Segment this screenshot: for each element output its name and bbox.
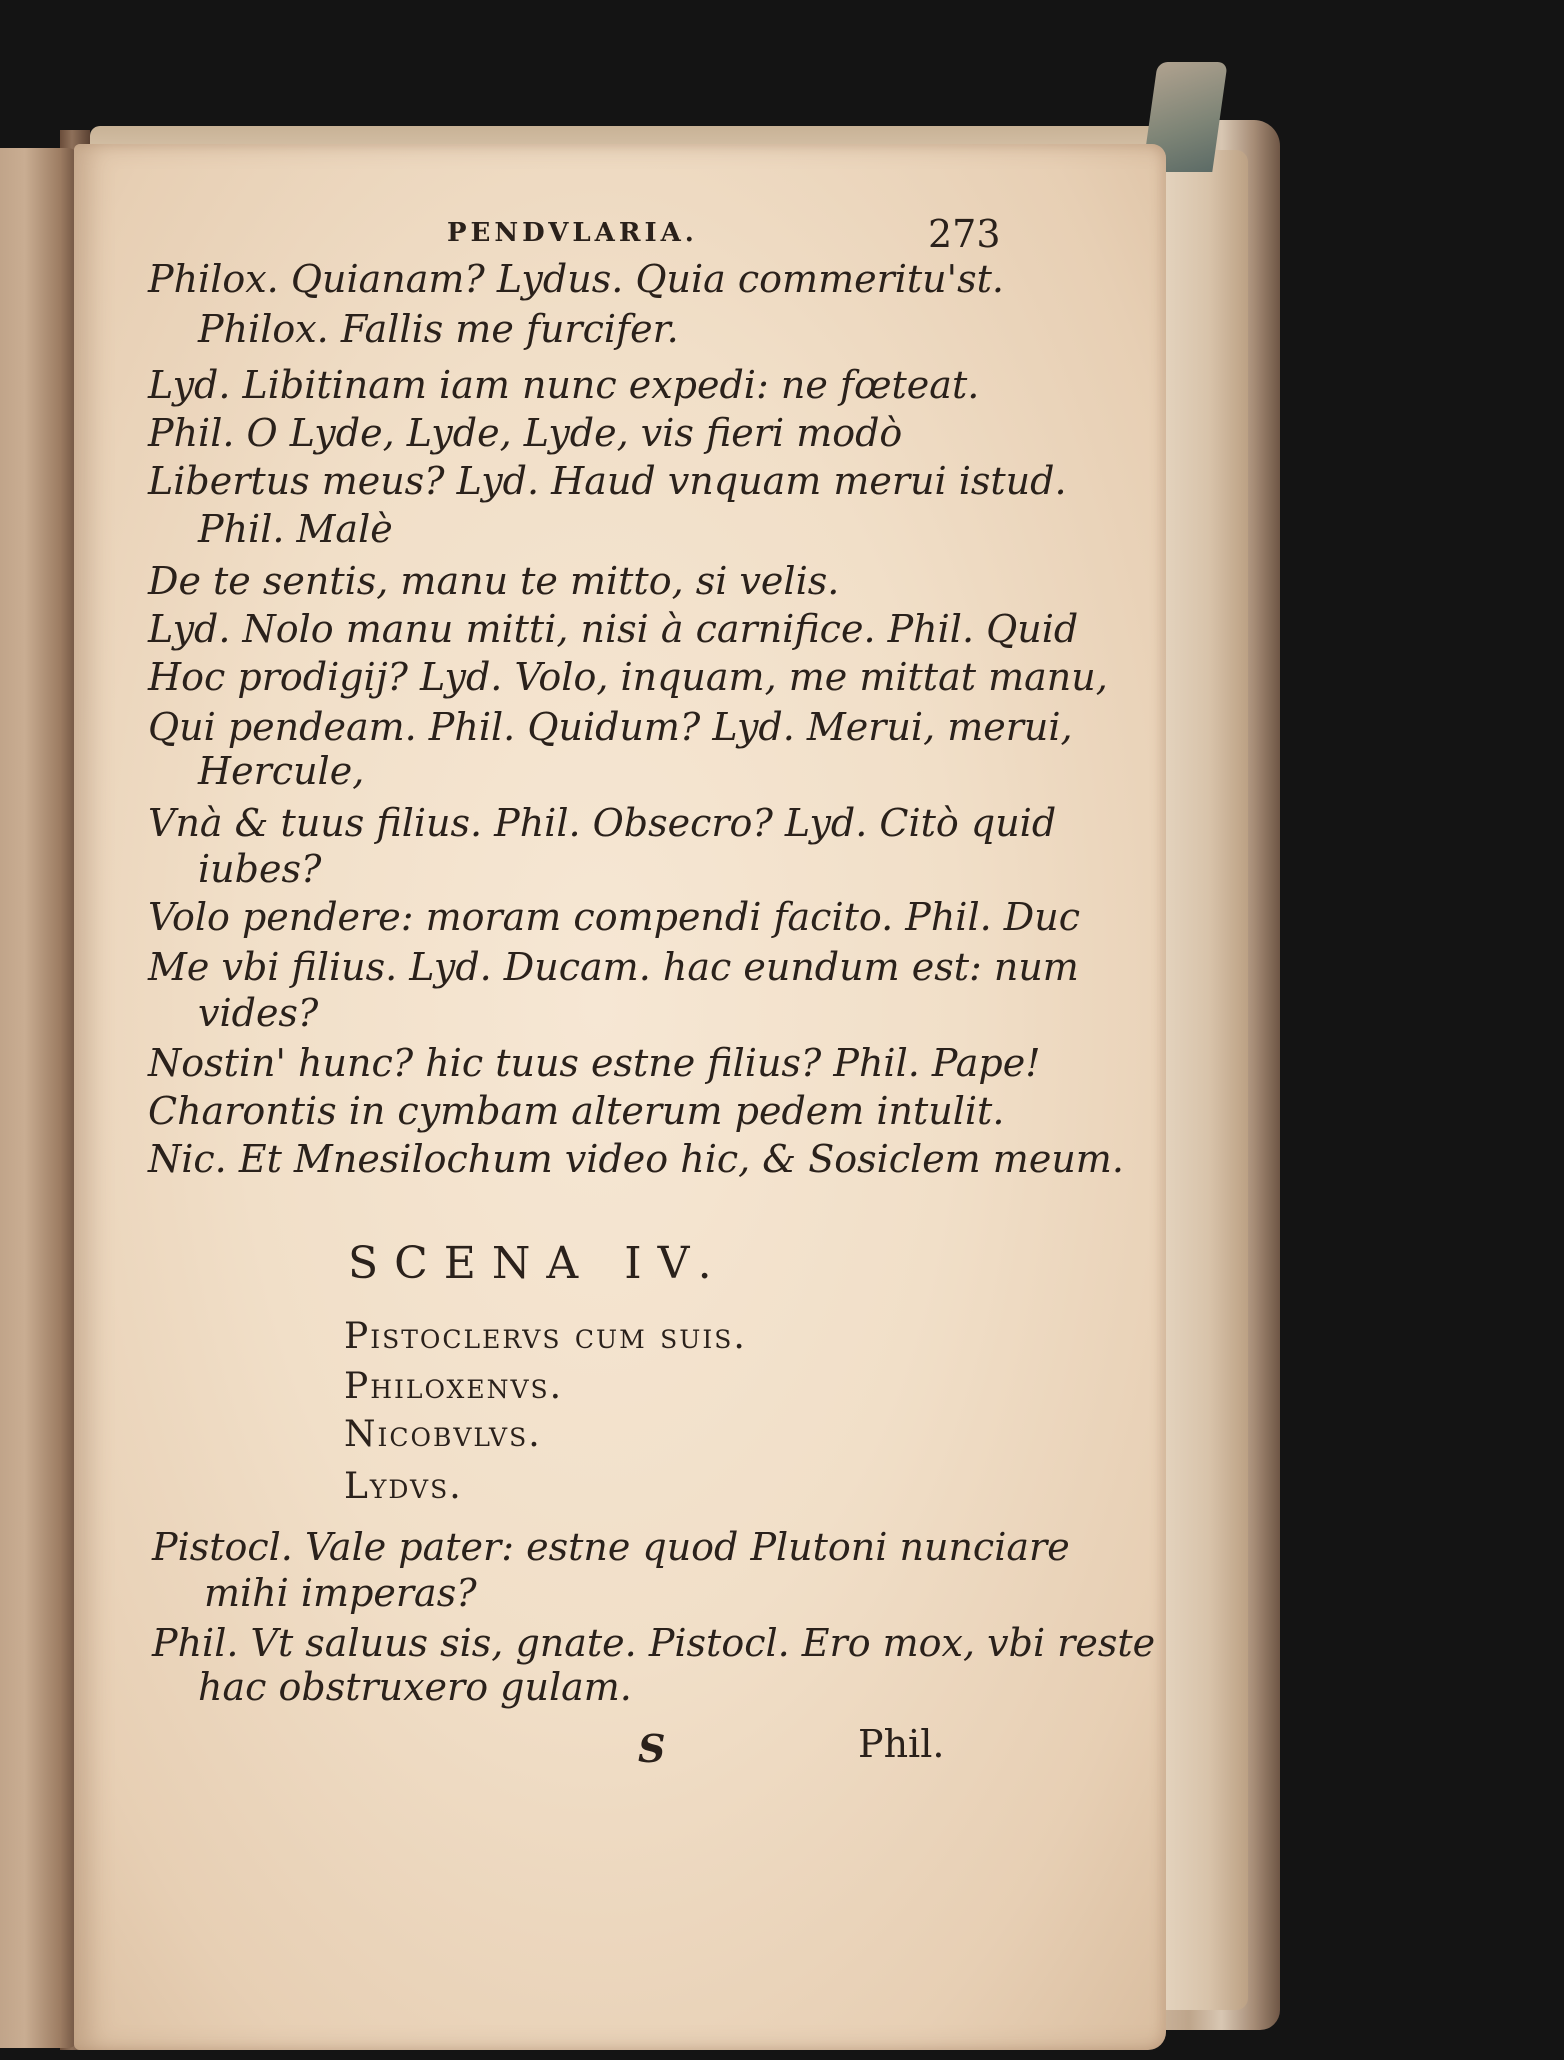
text-line: Philox. Quianam? Lydus. Quia commeritu'st.: [148, 257, 1004, 301]
dramatis-persona: Nicobvlvs.: [344, 1414, 542, 1455]
dramatis-persona: Lydvs.: [344, 1466, 463, 1507]
scene-heading: SCENA IV.: [348, 1238, 728, 1289]
text-line: Hercule,: [198, 749, 365, 793]
text-line: Phil. O Lyde, Lyde, Lyde, vis fieri modò: [148, 411, 903, 455]
text-line: Lyd. Nolo manu mitti, nisi à carnifice. Phil. Quid: [148, 607, 1079, 651]
text-line: hac obstruxero gulam.: [198, 1665, 632, 1709]
text-line: Libertus meus? Lyd. Haud vnquam merui istud.: [148, 459, 1067, 503]
text-line: Philox. Fallis me furcifer.: [198, 307, 679, 351]
text-line: Volo pendere: moram compendi facito. Phil. Duc: [148, 895, 1080, 939]
text-line: mihi imperas?: [204, 1571, 477, 1615]
text-line: Phil. Malè: [198, 507, 393, 551]
text-line: Phil. Vt saluus sis, gnate. Pistocl. Ero mox, vbi reste: [152, 1621, 1156, 1665]
text-line: Hoc prodigij? Lyd. Volo, inquam, me mittat manu,: [148, 655, 1108, 699]
text-line: De te sentis, manu te mitto, si velis.: [148, 559, 840, 603]
catchword: Phil.: [858, 1722, 945, 1766]
book-page: [74, 144, 1166, 2050]
text-line: Qui pendeam. Phil. Quidum? Lyd. Merui, merui,: [148, 705, 1073, 749]
text-line: Me vbi filius. Lyd. Ducam. hac eundum est: num: [148, 945, 1079, 989]
text-line: iubes?: [198, 847, 322, 891]
text-line: Pistocl. Vale pater: estne quod Plutoni nunciare: [152, 1525, 1070, 1569]
dramatis-persona: Philoxenvs.: [344, 1366, 564, 1407]
text-line: Vnà & tuus filius. Phil. Obsecro? Lyd. Citò quid: [148, 801, 1057, 845]
dramatis-persona: Pistoclervs cum suis.: [344, 1316, 747, 1357]
text-line: Nic. Et Mnesilochum video hic, & Sosiclem meum.: [148, 1137, 1124, 1181]
text-line: vides?: [198, 991, 319, 1035]
text-line: Charontis in cymbam alterum pedem intulit.: [148, 1089, 1005, 1133]
text-line: Lyd. Libitinam iam nunc expedi: ne fœteat.: [148, 363, 980, 407]
text-line: Nostin' hunc? hic tuus estne filius? Phil. Pape!: [148, 1041, 1041, 1085]
facing-page-edge: [0, 148, 78, 2048]
running-title: PENDVLARIA.: [447, 218, 698, 248]
page-number: 273: [928, 212, 1001, 256]
signature-mark: S: [638, 1726, 666, 1771]
